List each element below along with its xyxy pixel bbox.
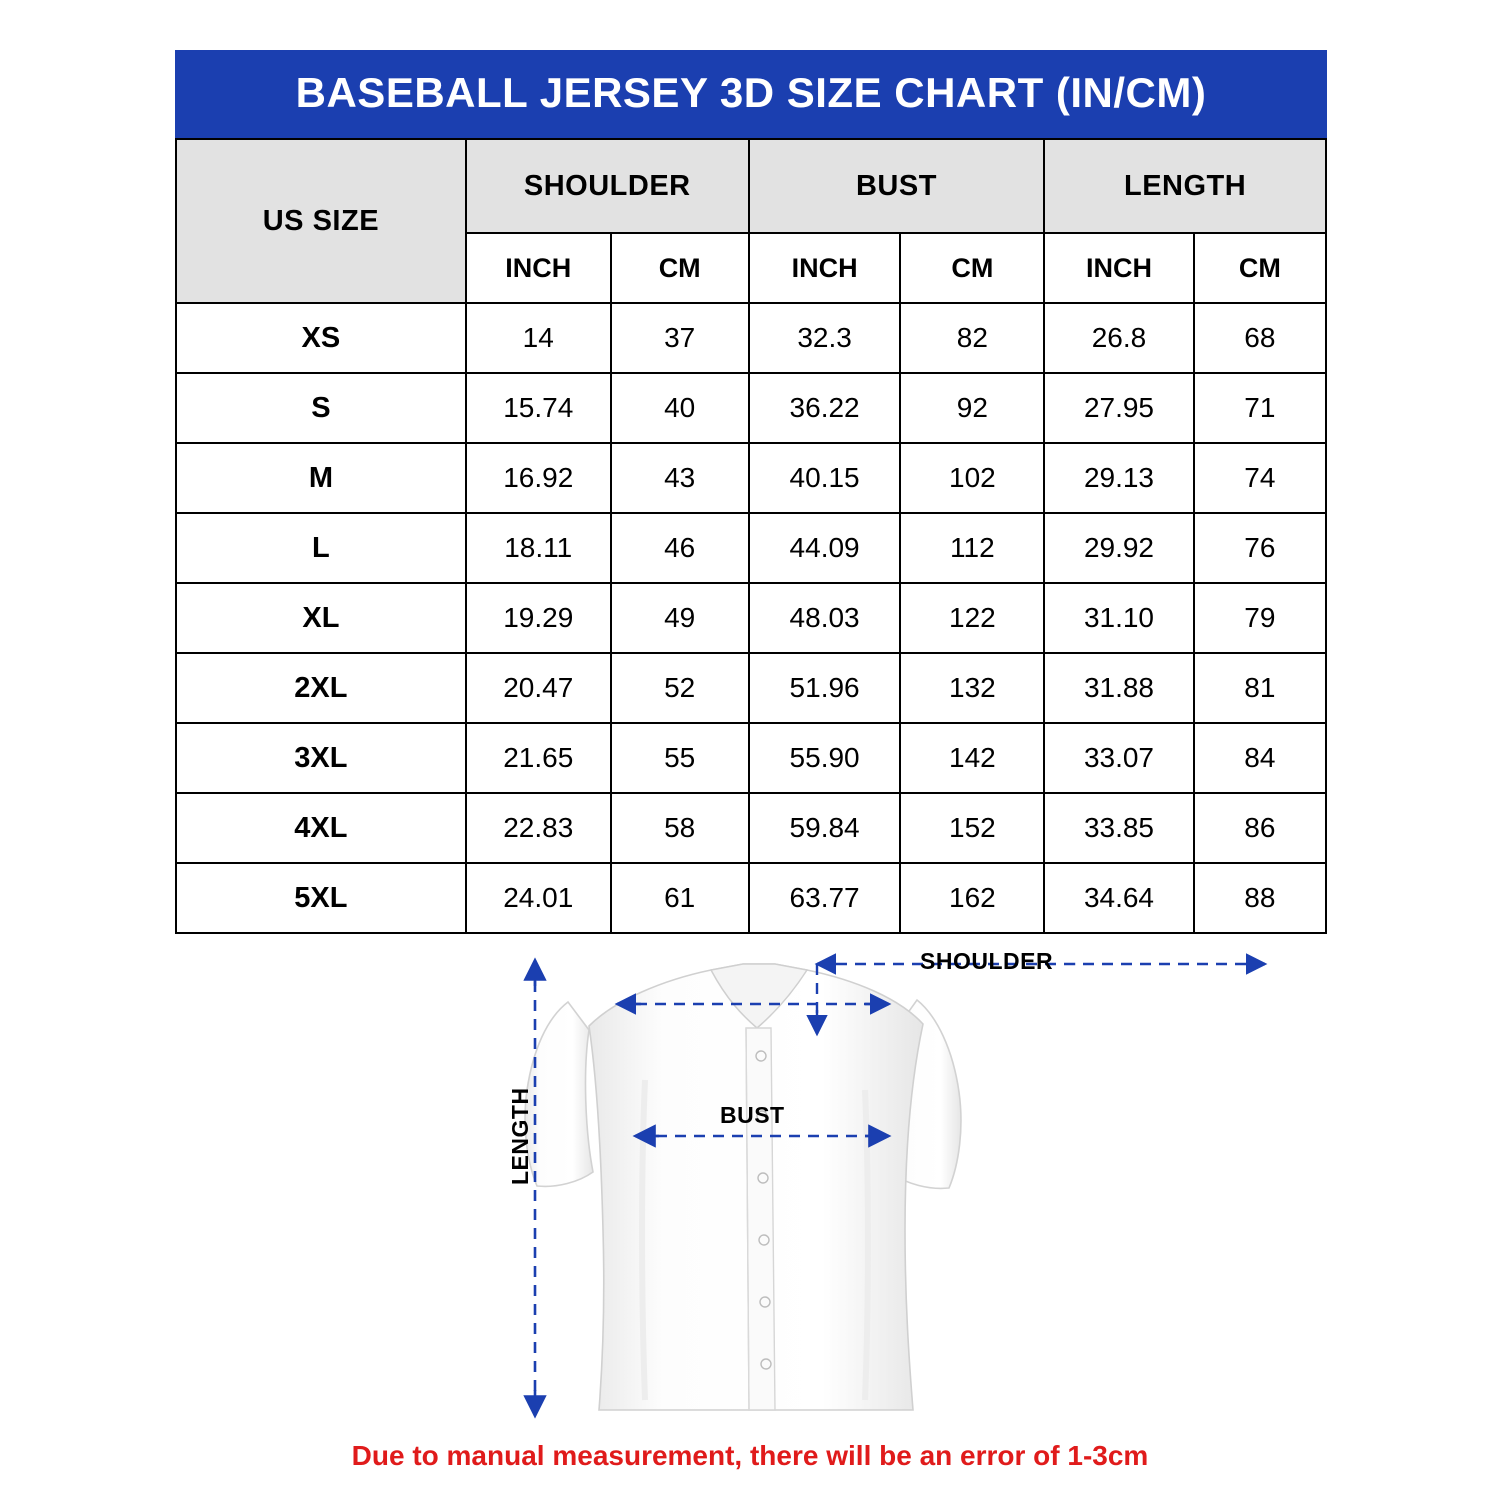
cell-length-cm: 86 xyxy=(1194,793,1326,863)
size-chart-table xyxy=(175,138,1327,934)
cell-shoulder-inch: 20.47 xyxy=(466,653,611,723)
cell-shoulder-cm: 49 xyxy=(611,583,749,653)
cell-bust-inch: 36.22 xyxy=(749,373,901,443)
column-header-bust: BUST xyxy=(749,139,1045,233)
cell-shoulder-cm: 43 xyxy=(611,443,749,513)
cell-bust-cm: 162 xyxy=(900,863,1044,933)
cell-shoulder-cm: 46 xyxy=(611,513,749,583)
cell-length-cm: 76 xyxy=(1194,513,1326,583)
table-group-header-row xyxy=(176,139,1326,233)
unit-header-bust-cm: CM xyxy=(900,233,1044,303)
unit-header-shoulder-inch: INCH xyxy=(466,233,611,303)
table-row xyxy=(176,373,1326,443)
column-header-shoulder: SHOULDER xyxy=(466,139,749,233)
cell-size: 5XL xyxy=(176,863,466,933)
table-row xyxy=(176,653,1326,723)
cell-length-cm: 74 xyxy=(1194,443,1326,513)
cell-shoulder-cm: 61 xyxy=(611,863,749,933)
cell-bust-cm: 142 xyxy=(900,723,1044,793)
measurement-disclaimer: Due to manual measurement, there will be an error of 1-3cm xyxy=(351,1440,1149,1471)
shoulder-label: SHOULDER xyxy=(920,948,1054,974)
unit-header-length-inch: INCH xyxy=(1044,233,1194,303)
cell-size: S xyxy=(176,373,466,443)
cell-length-cm: 79 xyxy=(1194,583,1326,653)
bust-label: BUST xyxy=(720,1102,785,1128)
cell-size: XS xyxy=(176,303,466,373)
cell-size: 3XL xyxy=(176,723,466,793)
measurement-diagram xyxy=(175,930,1327,1440)
cell-shoulder-cm: 40 xyxy=(611,373,749,443)
cell-bust-inch: 59.84 xyxy=(749,793,901,863)
cell-shoulder-cm: 37 xyxy=(611,303,749,373)
cell-length-cm: 84 xyxy=(1194,723,1326,793)
cell-shoulder-inch: 19.29 xyxy=(466,583,611,653)
cell-length-cm: 68 xyxy=(1194,303,1326,373)
chart-title: BASEBALL JERSEY 3D SIZE CHART (IN/CM) xyxy=(175,50,1327,138)
cell-length-inch: 31.88 xyxy=(1044,653,1194,723)
cell-length-inch: 34.64 xyxy=(1044,863,1194,933)
cell-bust-cm: 152 xyxy=(900,793,1044,863)
cell-bust-cm: 112 xyxy=(900,513,1044,583)
table-row xyxy=(176,303,1326,373)
cell-length-inch: 26.8 xyxy=(1044,303,1194,373)
cell-length-inch: 29.92 xyxy=(1044,513,1194,583)
cell-bust-inch: 40.15 xyxy=(749,443,901,513)
cell-length-cm: 88 xyxy=(1194,863,1326,933)
unit-header-length-cm: CM xyxy=(1194,233,1326,303)
table-row xyxy=(176,863,1326,933)
cell-shoulder-cm: 55 xyxy=(611,723,749,793)
table-row xyxy=(176,513,1326,583)
cell-bust-inch: 63.77 xyxy=(749,863,901,933)
cell-length-inch: 27.95 xyxy=(1044,373,1194,443)
cell-bust-inch: 32.3 xyxy=(749,303,901,373)
jersey-illustration xyxy=(175,930,1327,1440)
cell-size: L xyxy=(176,513,466,583)
cell-bust-cm: 92 xyxy=(900,373,1044,443)
table-body xyxy=(176,303,1326,933)
cell-shoulder-inch: 14 xyxy=(466,303,611,373)
cell-shoulder-inch: 21.65 xyxy=(466,723,611,793)
cell-bust-inch: 48.03 xyxy=(749,583,901,653)
cell-shoulder-inch: 18.11 xyxy=(466,513,611,583)
cell-length-cm: 71 xyxy=(1194,373,1326,443)
table-row xyxy=(176,583,1326,653)
jersey-shape xyxy=(525,964,961,1410)
cell-bust-cm: 132 xyxy=(900,653,1044,723)
cell-size: XL xyxy=(176,583,466,653)
cell-shoulder-inch: 15.74 xyxy=(466,373,611,443)
cell-length-inch: 33.07 xyxy=(1044,723,1194,793)
cell-bust-inch: 55.90 xyxy=(749,723,901,793)
cell-size: M xyxy=(176,443,466,513)
table-row xyxy=(176,443,1326,513)
cell-shoulder-inch: 22.83 xyxy=(466,793,611,863)
cell-size: 4XL xyxy=(176,793,466,863)
cell-bust-cm: 102 xyxy=(900,443,1044,513)
cell-size: 2XL xyxy=(176,653,466,723)
unit-header-shoulder-cm: CM xyxy=(611,233,749,303)
cell-length-inch: 33.85 xyxy=(1044,793,1194,863)
table-row xyxy=(176,723,1326,793)
column-header-length: LENGTH xyxy=(1044,139,1326,233)
table-row xyxy=(176,793,1326,863)
cell-bust-cm: 122 xyxy=(900,583,1044,653)
cell-length-cm: 81 xyxy=(1194,653,1326,723)
unit-header-bust-inch: INCH xyxy=(749,233,901,303)
cell-shoulder-cm: 58 xyxy=(611,793,749,863)
cell-length-inch: 31.10 xyxy=(1044,583,1194,653)
cell-length-inch: 29.13 xyxy=(1044,443,1194,513)
length-label: LENGTH xyxy=(507,1087,533,1185)
cell-bust-inch: 44.09 xyxy=(749,513,901,583)
cell-shoulder-inch: 24.01 xyxy=(466,863,611,933)
cell-bust-inch: 51.96 xyxy=(749,653,901,723)
size-chart xyxy=(175,50,1327,934)
cell-shoulder-inch: 16.92 xyxy=(466,443,611,513)
column-header-us-size: US SIZE xyxy=(176,139,466,303)
cell-shoulder-cm: 52 xyxy=(611,653,749,723)
cell-bust-cm: 82 xyxy=(900,303,1044,373)
